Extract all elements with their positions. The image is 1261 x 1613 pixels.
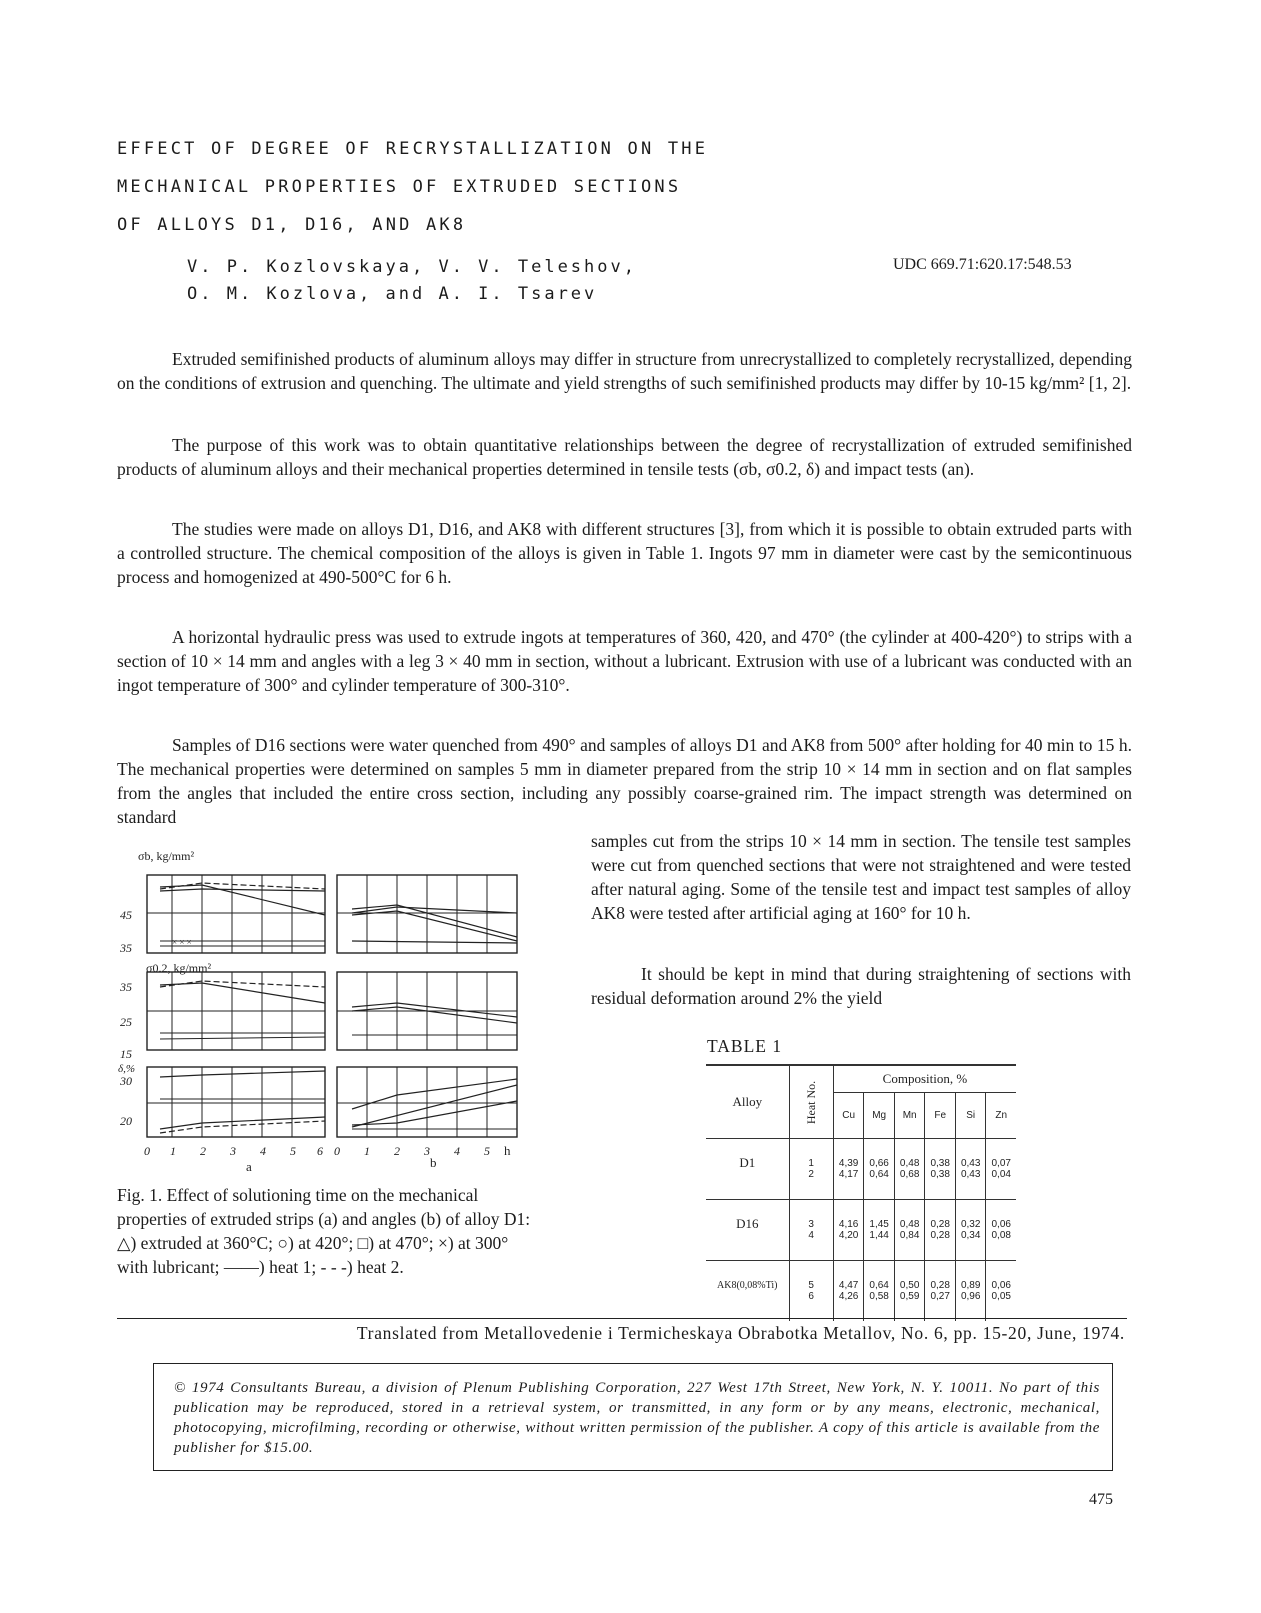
value-cell: 0,07 0,04 (986, 1139, 1016, 1200)
value-cell: 0,43 0,43 (955, 1139, 986, 1200)
panel-label-a: a (246, 1159, 252, 1174)
value-cell: 4,16 4,20 (833, 1200, 864, 1261)
translation-note (117, 1318, 1127, 1344)
column-header-alloy: Alloy (706, 1065, 789, 1139)
value-cell: 1,45 1,44 (864, 1200, 895, 1261)
value-cell: 0,89 0,96 (955, 1261, 986, 1322)
x-tick: 3 (230, 1144, 236, 1158)
value-cell: 4,39 4,17 (838, 1158, 859, 1180)
x-tick: 1 (170, 1144, 176, 1158)
value-cell: 0,48 0,84 (894, 1200, 925, 1261)
element-header: Fe (925, 1093, 956, 1139)
x-tick: 5 (484, 1144, 490, 1158)
element-header: Cu (833, 1093, 864, 1139)
y-tick: 15 (120, 1047, 132, 1061)
x-unit: h (504, 1143, 511, 1158)
heat-cell: 1 2 (789, 1139, 833, 1200)
figure-1-plot (112, 845, 530, 1185)
x-tick: 5 (290, 1144, 296, 1158)
alloy-cell: D16 (706, 1200, 789, 1261)
table-row (706, 1139, 1016, 1200)
article-title (117, 130, 877, 244)
figure-caption: Fig. 1. Effect of solutioning time on the mechanical properties of extruded strips (a) and angles (b) of alloy D1: △) extruded at 360°C; ○) at 420°; □) at 470°; ×) at 300° with lubricant; ——) heat 1; - - -) heat 2. (117, 1185, 531, 1277)
alloy-cell: D1 (739, 1155, 756, 1170)
x-tick: 2 (394, 1144, 400, 1158)
alloy-cell: AK8(0,08%Ti) (706, 1261, 789, 1322)
y-tick: 25 (120, 1015, 132, 1029)
author-line: V. P. Kozlovskaya, V. V. Teleshov, (187, 257, 637, 277)
figure-1 (112, 845, 530, 1185)
authors (187, 254, 637, 308)
heat-cell: 3 4 (789, 1200, 833, 1261)
panel-b-delta (337, 1067, 517, 1137)
value-cell: 0,06 0,08 (986, 1200, 1016, 1261)
title-line: MECHANICAL PROPERTIES OF EXTRUDED SECTIONS (117, 177, 682, 197)
heat-cell: 5 6 (789, 1261, 833, 1322)
translation-text: Translated from Metallovedenie i Termicheskaya Obrabotka Metallov, No. 6, pp. 15-20, June, 1974. (356, 1323, 1125, 1343)
author-line: O. M. Kozlova, and A. I. Tsarev (187, 284, 598, 304)
y-tick: 20 (120, 1114, 132, 1128)
x-tick: 6 (317, 1144, 323, 1158)
panel-label-b: b (430, 1155, 437, 1170)
element-header: Zn (986, 1093, 1016, 1139)
value-cell: 0,64 0,58 (864, 1261, 895, 1322)
paragraph: Extruded semifinished products of aluminum alloys may differ in structure from unrecrystallized to completely recrystallized, depending on the conditions of extrusion and quenching. The ultimate and yield strengths of such semifinished products may differ by 10-15 kg/mm² [1, 2]. (117, 349, 1132, 393)
y-label-sigma-02: σ0.2, kg/mm² (146, 961, 212, 975)
paragraph: A horizontal hydraulic press was used to extrude ingots at temperatures of 360, 420, and 470° (the cylinder at 400-420°) to strips with a section of 10 × 14 mm and angles with a leg 3 × 40 mm in section, without a lubricant. Extrusion with use of a lubricant was conducted with an ingot temperature of 300° and cylinder temperature of 300-310°. (117, 627, 1132, 695)
y-tick: 35 (120, 941, 132, 955)
value-cell: 0,50 0,59 (894, 1261, 925, 1322)
table-row (706, 1200, 1016, 1261)
paragraph: The studies were made on alloys D1, D16, and AK8 with different structures [3], from which it is possible to obtain extruded parts with a controlled structure. The chemical composition of the alloys is given in Table 1. Ingots 97 mm in diameter were cast by the semicontinuous process and homogenized at 490-500°C for 6 h. (117, 519, 1132, 587)
value-cell: 0,66 0,64 (864, 1139, 895, 1200)
copyright-text: © 1974 Consultants Bureau, a division of Plenum Publishing Corporation, 227 West 17th Street, New York, N. Y. 10011. No part of this publication may be reproduced, stored in a retrieval system, or transmitted, in any form or by any means, electronic, mechanical, photocopying, microfilming, recording or otherwise, without written permission of the publisher. A copy of this article is available from the publisher for $15.00. (174, 1380, 1100, 1456)
column-header-heat: Heat No. (789, 1065, 833, 1139)
value-cell: 4,47 4,26 (833, 1261, 864, 1322)
title-line: OF ALLOYS D1, D16, AND AK8 (117, 215, 467, 235)
composition-table (706, 1064, 1016, 1321)
value-cell: 0,38 0,38 (925, 1139, 956, 1200)
table-caption: TABLE 1 (707, 1036, 783, 1056)
udc-code: UDC 669.71:620.17:548.53 (893, 256, 1072, 273)
x-tick: 0 (144, 1144, 150, 1158)
element-header: Mn (894, 1093, 925, 1139)
svg-text:× × ×: × × × (172, 937, 192, 947)
y-tick: 35 (120, 980, 132, 994)
value-cell: 0,28 0,27 (925, 1261, 956, 1322)
y-label-sigma-b: σb, kg/mm² (138, 849, 195, 863)
x-tick: 3 (424, 1144, 430, 1158)
paragraph: Samples of D16 sections were water quenched from 490° and samples of alloys D1 and AK8 from 500° after holding for 40 min to 15 h. The mechanical properties were determined on samples 5 mm in diameter prepared from the strip 10 × 14 mm in section and on flat samples from the angles that included the entire cross section, including any possibly coarse-grained rim. The impact strength was determined on standard (117, 735, 1132, 827)
element-header: Si (955, 1093, 986, 1139)
title-line: EFFECT OF DEGREE OF RECRYSTALLIZATION ON THE (117, 139, 709, 159)
y-tick: 30 (120, 1074, 132, 1088)
x-tick: 2 (200, 1144, 206, 1158)
x-tick: 1 (364, 1144, 370, 1158)
x-tick: 0 (334, 1144, 340, 1158)
panel-a-sigma-02 (147, 972, 325, 1050)
x-tick: 4 (260, 1144, 266, 1158)
right-column-paragraph: It should be kept in mind that during straightening of sections with residual deformation around 2% the yield (591, 964, 1131, 1008)
table-row (706, 1261, 1016, 1322)
value-cell: 0,28 0,28 (925, 1200, 956, 1261)
right-column-paragraph: samples cut from the strips 10 × 14 mm in section. The tensile test samples were cut from quenched sections that were not straightened and were tested after natural aging. Some of the tensile test and impact test samples of alloy AK8 were tested after artificial aging at 160° for 10 h. (591, 831, 1131, 923)
panel-a-sigma-b (147, 875, 325, 953)
panel-b-sigma-b (337, 875, 517, 953)
value-cell: 0,48 0,68 (894, 1139, 925, 1200)
column-header-composition: Composition, % (833, 1065, 1016, 1093)
page-number: 475 (1089, 1491, 1113, 1508)
copyright-box (153, 1363, 1113, 1471)
element-header: Mg (864, 1093, 895, 1139)
value-cell: 0,32 0,34 (955, 1200, 986, 1261)
y-tick: 45 (120, 908, 132, 922)
paragraph: The purpose of this work was to obtain quantitative relationships between the degree of recrystallization of extruded semifinished products of aluminum alloys and their mechanical properties determined in tensile tests (σb, σ0.2, δ) and impact tests (an). (117, 435, 1132, 479)
x-tick: 4 (454, 1144, 460, 1158)
panel-a-delta (147, 1067, 325, 1137)
y-label-delta: δ,% (118, 1063, 136, 1075)
panel-b-sigma-02 (337, 972, 517, 1050)
value-cell: 0,06 0,05 (986, 1261, 1016, 1322)
